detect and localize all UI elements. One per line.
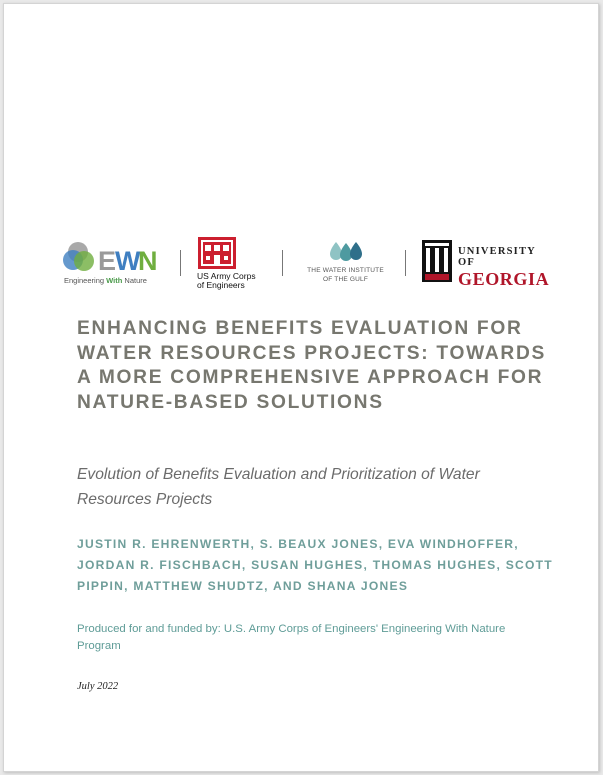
logo-divider	[405, 250, 406, 276]
publication-date: July 2022	[77, 681, 119, 692]
water-drops-icon	[328, 240, 364, 262]
document-title: ENHANCING BENEFITS EVALUATION FOR WATER RESOURCES PROJECTS: TOWARDS A MORE COMPREHENSIVE APPROACH FOR NATURE-BASED SOLUTIONS	[77, 318, 547, 413]
svg-text:E: E	[98, 246, 116, 276]
funding-statement: Produced for and funded by: U.S. Army Corps of Engineers' Engineering With Nature Program	[77, 623, 506, 652]
document-page	[3, 3, 599, 772]
uga-wordmark: UNIVERSITY OF GEORGIA	[458, 246, 550, 289]
logo-divider	[282, 250, 283, 276]
ewn-logo	[60, 234, 165, 286]
ewn-caption: Engineering With Nature	[64, 276, 147, 285]
ewn-mark-icon	[60, 234, 165, 276]
arch-icon	[422, 240, 452, 282]
uga-logo	[422, 240, 452, 284]
partner-logos	[60, 234, 550, 292]
water-institute-logo	[328, 240, 364, 264]
document-subtitle: Evolution of Benefits Evaluation and Prioritization of Water Resources Projects	[77, 466, 480, 508]
castle-icon	[197, 236, 237, 270]
water-institute-wordmark: THE WATER INSTITUTE OF THE GULF	[307, 267, 384, 283]
usace-wordmark: US Army Corps of Engineers	[197, 271, 256, 290]
svg-text:W: W	[115, 246, 140, 276]
svg-text:N: N	[138, 246, 158, 276]
logo-divider	[180, 250, 181, 276]
author-list: JUSTIN R. EHRENWERTH, S. BEAUX JONES, EVA WINDHOFFER, JORDAN R. FISCHBACH, SUSAN HUGHES, THOMAS HUGHES, SCOTT PIPPIN, MATTHEW SHUDTZ, AND SHANA JONES	[77, 537, 553, 593]
